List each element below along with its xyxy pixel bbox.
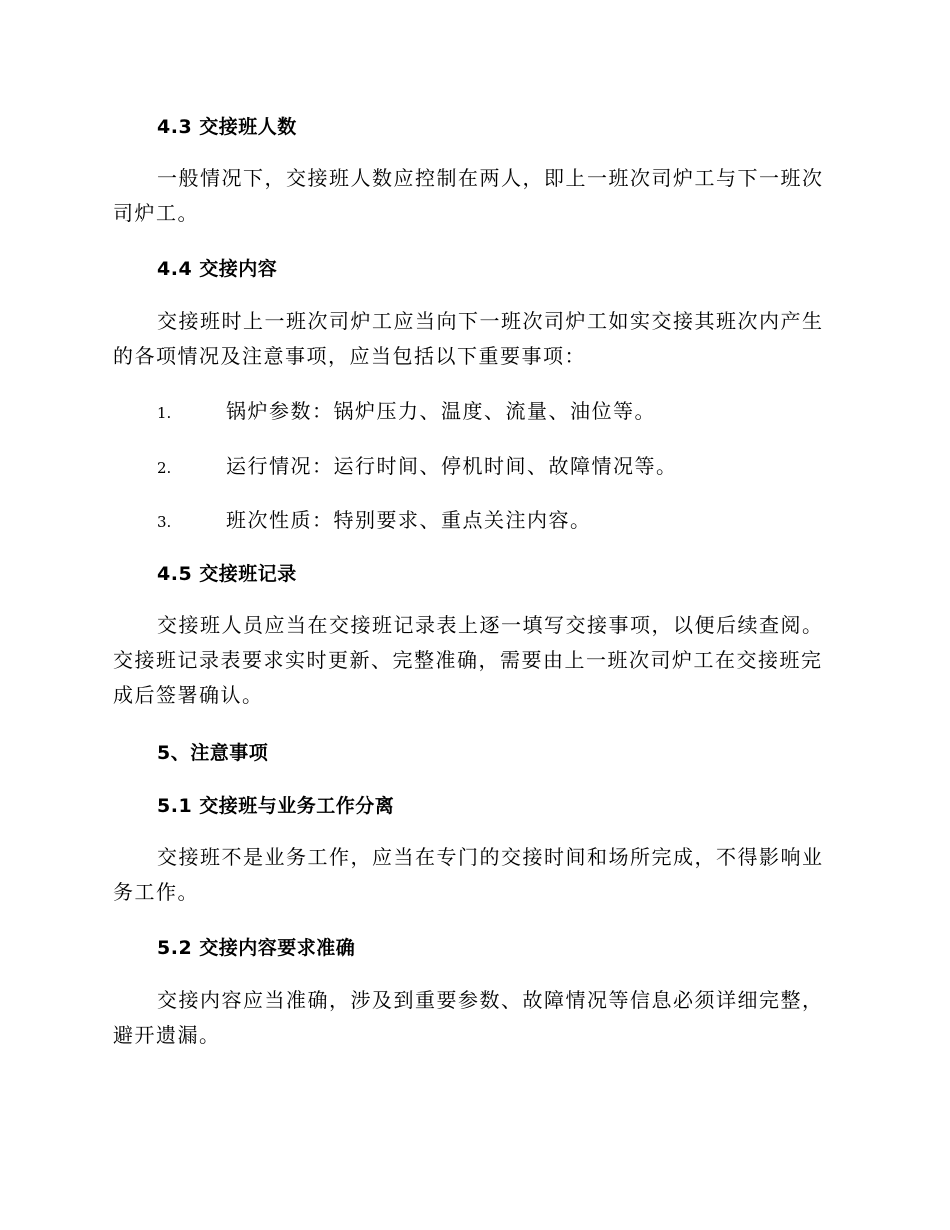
heading-5-1: 5.1 交接班与业务工作分离 [157,795,395,817]
list-item-text: 班次性质：特别要求、重点关注内容。 [226,508,592,532]
heading-5: 5、注意事项 [157,742,269,764]
paragraph-4-4: 交接班时上一班次司炉工应当向下一班次司炉工如实交接其班次内产生的各项情况及注意事项，应当包括以下重要事项： [113,309,824,368]
list-item-number: 2. [157,459,172,477]
paragraph-4-5: 交接班人员应当在交接班记录表上逐一填写交接事项，以便后续查阅。交接班记录表要求实时更新、完整准确，需要由上一班次司炉工在交接班完成后签署确认。 [113,613,824,707]
heading-4-5: 4.5 交接班记录 [157,563,297,585]
list-item-number: 3. [157,513,172,531]
list-item-number: 1. [157,404,172,422]
list-item-text: 锅炉参数：锅炉压力、温度、流量、油位等。 [226,399,656,423]
paragraph-5-1: 交接班不是业务工作，应当在专门的交接时间和场所完成，不得影响业务工作。 [113,845,824,904]
paragraph-4-3: 一般情况下，交接班人数应控制在两人，即上一班次司炉工与下一班次司炉工。 [113,166,824,225]
heading-4-3: 4.3 交接班人数 [157,116,297,138]
heading-4-4: 4.4 交接内容 [157,258,278,280]
list-item-text: 运行情况：运行时间、停机时间、故障情况等。 [226,454,678,478]
heading-5-2: 5.2 交接内容要求准确 [157,937,356,959]
paragraph-5-2: 交接内容应当准确，涉及到重要参数、故障情况等信息必须详细完整，避开遗漏。 [113,988,824,1047]
